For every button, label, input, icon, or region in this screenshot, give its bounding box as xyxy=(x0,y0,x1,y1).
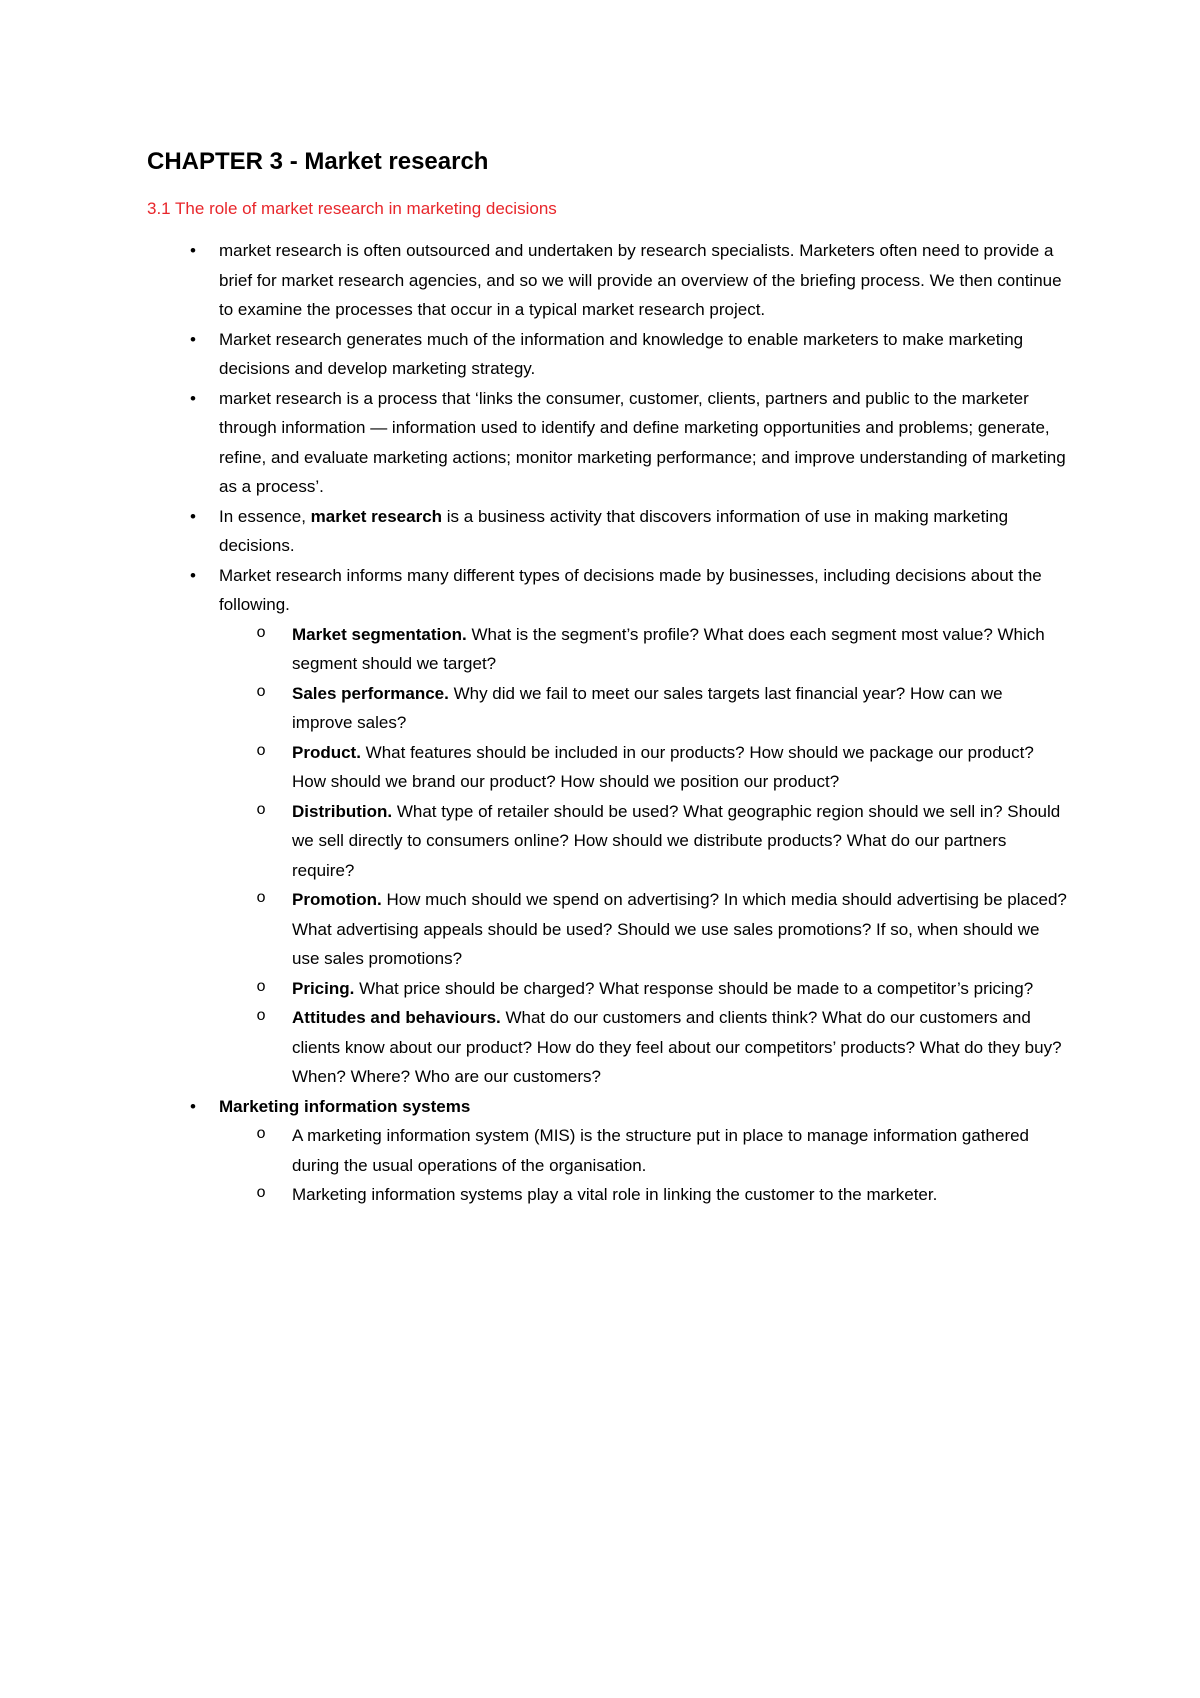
circle-bullet-icon: o xyxy=(256,741,266,760)
document-content xyxy=(147,146,1067,1210)
circle-bullet-icon: o xyxy=(256,623,266,642)
list-item xyxy=(147,384,1067,502)
circle-bullet-icon: o xyxy=(256,889,266,907)
sub-list-item xyxy=(219,885,1067,974)
sub-item-title: Promotion. xyxy=(292,890,382,909)
list-item-text: market research is a process that ‘links the consumer, customer, clients, partners and public to the marketer through information — information used to identify and define marketing opportunities and problems; generate, refine, and evaluate marketing actions; monitor marketing performance; and improve understanding of marketing as a process’. xyxy=(219,388,1066,496)
list-item xyxy=(147,502,1067,561)
sub-item-title: Product. xyxy=(292,742,361,762)
sub-list xyxy=(219,620,1067,1092)
bullet-icon: • xyxy=(190,506,196,526)
sub-item-text: How much should we spend on advertising? In which media should advertising be placed? What advertising appeals should be used? Should we use sales promotions? If so, when should we use sales promotions? xyxy=(292,890,1067,968)
sub-item-title: Pricing. xyxy=(292,978,355,998)
sub-item-title: Sales performance. xyxy=(292,683,449,703)
list-item xyxy=(147,325,1067,384)
sub-item-text: Marketing information systems play a vital role in linking the customer to the marketer. xyxy=(292,1185,938,1204)
bullet-icon: • xyxy=(190,1096,196,1116)
circle-bullet-icon: o xyxy=(256,977,266,996)
list-item xyxy=(147,561,1067,1092)
circle-bullet-icon: o xyxy=(256,1125,266,1143)
chapter-title: CHAPTER 3 - Market research xyxy=(147,148,489,175)
list-item-text: Market research generates much of the information and knowledge to enable marketers to make marketing decisions and develop marketing strategy. xyxy=(219,329,1024,378)
sub-item-text: What is the segment’s profile? What does each segment most value? Which segment should we target? xyxy=(292,624,1045,673)
sub-item-text: A marketing information system (MIS) is the structure put in place to manage information gathered during the usual operations of the organisation. xyxy=(292,1126,1030,1175)
sub-list-item xyxy=(219,1180,1067,1210)
list-item-bold-heading: Marketing information systems xyxy=(219,1096,471,1116)
list-item xyxy=(147,236,1067,325)
list-item-bold-term: market research xyxy=(310,506,443,526)
sub-item-title: Attitudes and behaviours. xyxy=(292,1008,501,1027)
sub-list-item xyxy=(219,738,1067,797)
list-item-text-before: In essence, xyxy=(219,506,311,526)
circle-bullet-icon: o xyxy=(256,682,266,701)
bullet-icon: • xyxy=(190,565,196,585)
section-heading: 3.1 The role of market research in marketing decisions xyxy=(147,199,557,218)
circle-bullet-icon: o xyxy=(256,1184,266,1202)
sub-list-item xyxy=(219,1003,1067,1092)
sub-list-item xyxy=(219,974,1067,1004)
list-item-text: Market research informs many different types of decisions made by businesses, including decisions about the following. xyxy=(219,565,1042,614)
list-item-text-after: is a business activity that discovers information of use in making marketing decisions. xyxy=(219,506,1009,555)
sub-list-item xyxy=(219,679,1067,738)
sub-item-text: What price should be charged? What response should be made to a competitor’s pricing? xyxy=(354,978,1034,998)
sub-item-title: Market segmentation. xyxy=(292,624,467,644)
circle-bullet-icon: o xyxy=(256,1007,266,1025)
bullet-icon: • xyxy=(190,388,196,408)
sub-item-text: What type of retailer should be used? What geographic region should we sell in? Should we sell directly to consumers online? How should we distribute products? What do our partners require? xyxy=(292,801,1061,880)
sub-item-title: Distribution. xyxy=(292,801,393,821)
sub-item-text: What do our customers and clients think? What do our customers and clients know about our product? How do they feel about our competitors’ products? What do they buy? When? Where? Who are our customers? xyxy=(292,1008,1062,1086)
sub-list-item xyxy=(219,797,1067,886)
sub-item-text: Why did we fail to meet our sales targets last financial year? How can we improve sales? xyxy=(292,683,1003,732)
circle-bullet-icon: o xyxy=(256,800,266,819)
sub-list xyxy=(219,1121,1067,1210)
bullet-icon: • xyxy=(190,241,196,260)
sub-item-text: What features should be included in our products? How should we package our product? How should we brand our product? How should we position our product? xyxy=(292,742,1034,791)
bullet-icon: • xyxy=(190,329,196,349)
list-item-text: market research is often outsourced and undertaken by research specialists. Marketers often need to provide a brief for market research agencies, and so we will provide an overview of the briefing process. We then continue to examine the processes that occur in a typical market research project. xyxy=(219,241,1062,319)
bullet-list xyxy=(147,236,1067,1210)
list-item xyxy=(147,1092,1067,1210)
sub-list-item xyxy=(219,620,1067,679)
sub-list-item xyxy=(219,1121,1067,1180)
